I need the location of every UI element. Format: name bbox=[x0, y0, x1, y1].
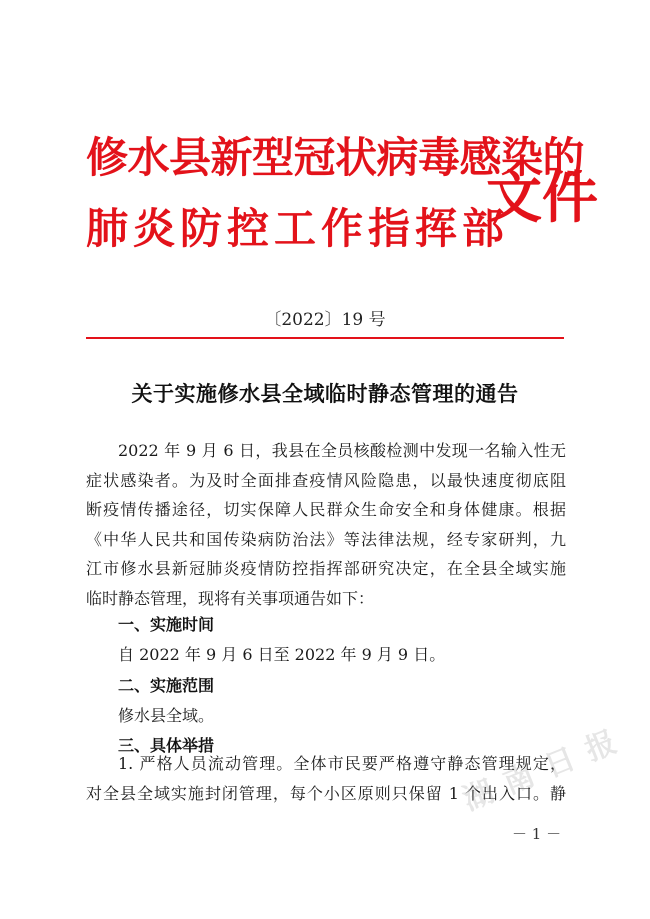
section-heading-time: 一、实施时间 bbox=[118, 615, 215, 634]
issuer-name-line1: 修水县新型冠状病毒感染的 bbox=[86, 133, 585, 182]
paragraph-line: 临时静态管理，现将有关事项通告如下： bbox=[86, 588, 375, 608]
section-text-scope: 修水县全域。 bbox=[118, 706, 215, 725]
issuer-name-line2: 肺炎防控工作指挥部 bbox=[86, 204, 510, 253]
paragraph-line: 1. 严格人员流动管理。全体市民要严格遵守静态管理规定， bbox=[118, 754, 566, 773]
document-type-label: 文件 bbox=[486, 165, 598, 231]
paragraph-line: 对全县全域实施封闭管理，每个小区原则只保留 1 个出入口。静 bbox=[86, 783, 566, 803]
paragraph-line: 江市修水县新冠肺炎疫情防控指挥部研究决定，在全县全域实施 bbox=[86, 559, 566, 578]
red-divider-line bbox=[86, 337, 564, 339]
document-number: 〔2022〕19 号 bbox=[264, 310, 386, 330]
section-heading-scope: 二、实施范围 bbox=[118, 676, 215, 695]
intro-paragraph bbox=[86, 436, 566, 613]
page-number: － 1 － bbox=[512, 825, 562, 843]
section-text-time: 自 2022 年 9 月 6 日至 2022 年 9 月 9 日。 bbox=[118, 645, 446, 664]
paragraph-line: 《中华人民共和国传染病防治法》等法律法规，经专家研判，九 bbox=[86, 529, 566, 549]
paragraph-line: 断疫情传播途径，切实保障人民群众生命安全和身体健康。根据 bbox=[86, 500, 566, 519]
paragraph-line: 症状感染者。为及时全面排查疫情风险隐患，以最快速度彻底阻 bbox=[86, 470, 566, 490]
section-heading-measures: 三、具体举措 bbox=[118, 736, 215, 755]
paragraph-line: 2022 年 9 月 6 日，我县在全员核酸检测中发现一名输入性无 bbox=[118, 441, 566, 460]
watermark-text: 湖南日报 bbox=[457, 719, 635, 818]
notice-title: 关于实施修水县全域临时静态管理的通告 bbox=[131, 381, 519, 406]
